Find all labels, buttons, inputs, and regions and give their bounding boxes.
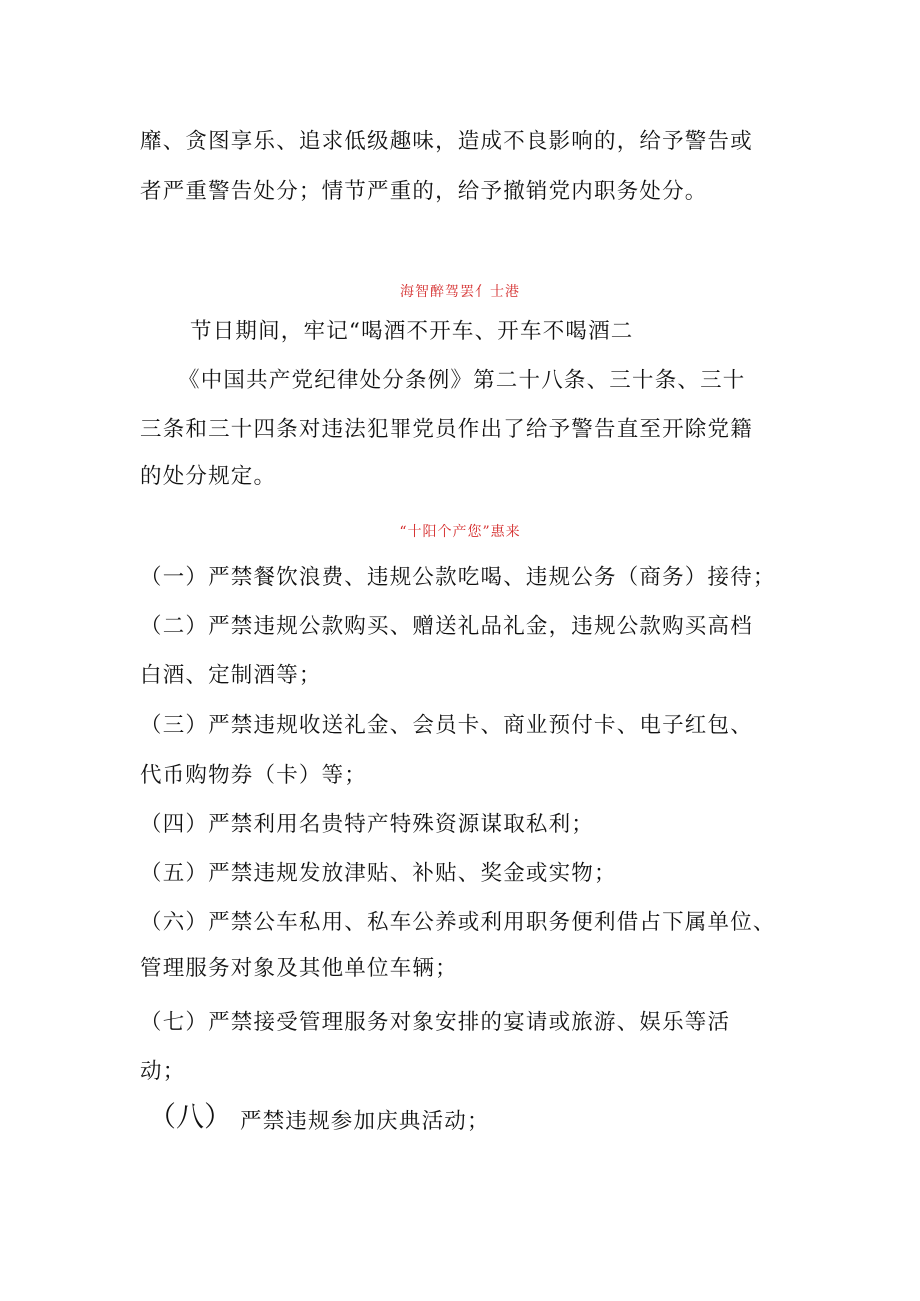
list-item-continued: 动； <box>140 1059 186 1084</box>
paragraph-line: 靡、贪图享乐、追求低级趣味，造成不良影响的，给予警告或 <box>140 129 753 154</box>
list-item: （七）严禁接受管理服务对象安排的宴请或旅游、娱乐等活 <box>140 1010 731 1035</box>
paragraph-line: 三条和三十四条对违法犯罪党员作出了给予警告直至开除党籍 <box>140 417 753 442</box>
paragraph-line: 《中国共产党纪律处分条例》第二十八条、三十条、三十 <box>178 368 746 393</box>
list-item-continued: 代币购物券（卡）等； <box>140 763 368 788</box>
list-item-number: （八） <box>148 1100 233 1133</box>
paragraph-line: 节日期间，牢记“喝酒不开车、开车不喝酒二 <box>190 319 634 344</box>
list-item-continued: 白酒、定制酒等； <box>140 663 322 688</box>
paragraph-line: 的处分规定。 <box>140 464 277 489</box>
list-item-continued: 管理服务对象及其他单位车辆； <box>140 956 458 981</box>
list-item: （二）严禁违规公款购买、赠送礼品礼金，违规公款购买高档 <box>140 614 753 639</box>
section-heading: 海智醉驾罢亻士港 <box>400 284 520 300</box>
list-item: 严禁违规参加庆典活动； <box>240 1109 490 1134</box>
list-item: （一）严禁餐饮浪费、违规公款吃喝、违规公务（商务）接待； <box>140 565 776 590</box>
list-item: （五）严禁违规发放津贴、补贴、奖金或实物； <box>140 861 617 886</box>
paragraph-line: 者严重警告处分；情节严重的，给予撤销党内职务处分。 <box>140 179 708 204</box>
section-heading: “十阳个产您”惠来 <box>399 524 521 540</box>
list-item: （四）严禁利用名贵特产特殊资源谋取私利； <box>140 812 595 837</box>
list-item: （三）严禁违规收送礼金、会员卡、商业预付卡、电子红包、 <box>140 713 753 738</box>
list-item: （六）严禁公车私用、私车公养或利用职务便利借占下属单位、 <box>140 910 776 935</box>
